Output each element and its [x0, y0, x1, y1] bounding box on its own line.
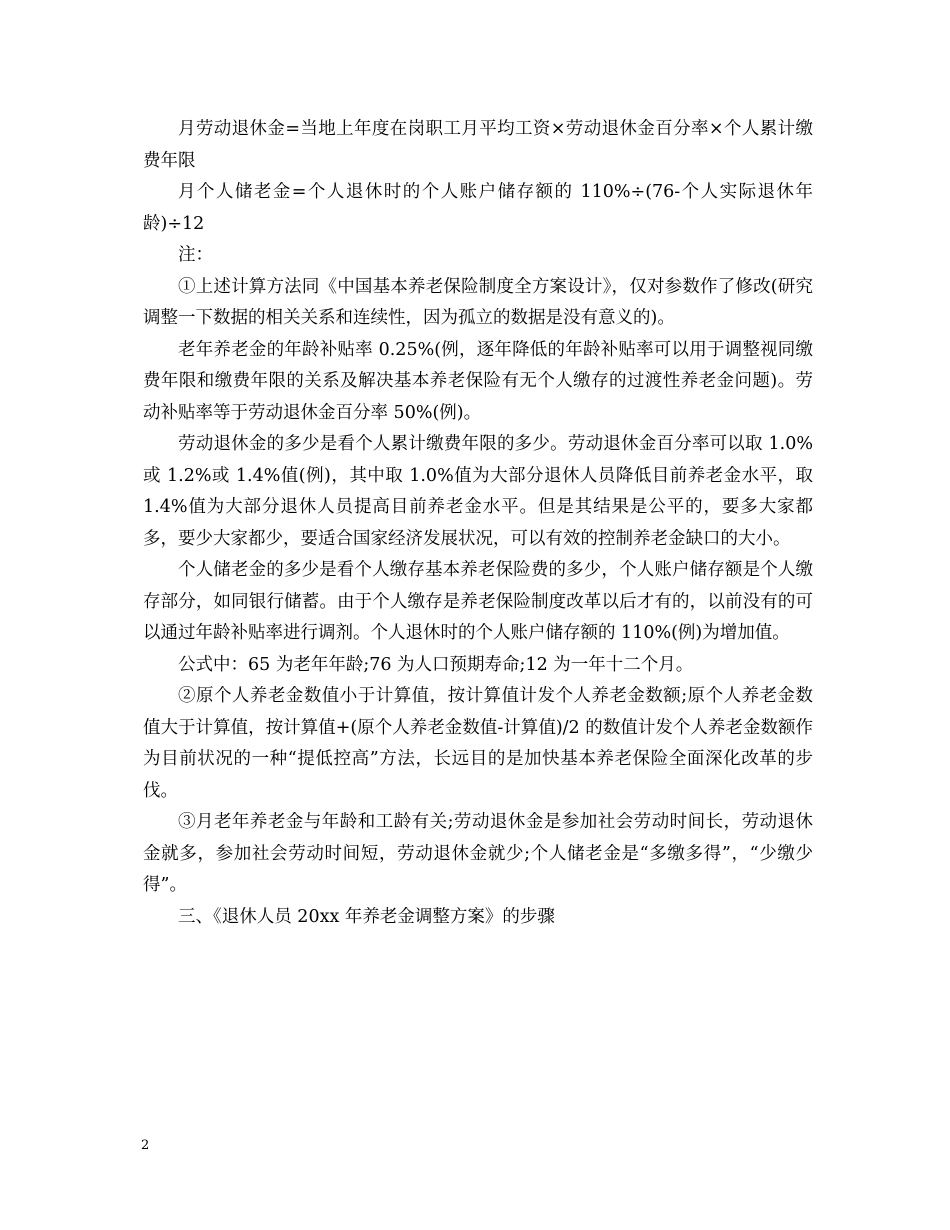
paragraph-note-3: ③月老年养老金与年龄和工龄有关;劳动退休金是参加社会劳动时间长，劳动退休金就多，参加社会劳动时间短，劳动退休金就少;个人储老金是“多缴多得”，“少缴少得”。 [143, 812, 813, 895]
section-heading-adjustment-steps: 三、《退休人员 20xx 年养老金调整方案》的步骤 [178, 906, 555, 927]
paragraph-note-1: ①上述计算方法同《中国基本养老保险制度全方案设计》，仅对参数作了修改(研究调整一下数据的相关关系和连续性，因为孤立的数据是没有意义的)。 [143, 276, 813, 328]
page-number: 2 [141, 1138, 150, 1153]
paragraph-note-2: ②原个人养老金数值小于计算值，按计算值计发个人养老金数额;原个人养老金数值大于计算值，按计算值+(原个人养老金数值-计算值)/2 的数值计发个人养老金数额作为目前状况的一种“提低控高”方法，长远目的是加快基本养老保险全面深化改革的步伐。 [143, 686, 813, 801]
paragraph-monthly-personal-savings-formula: 月个人储老金=个人退休时的个人账户储存额的 110%÷(76-个人实际退休年龄)÷12 [143, 182, 813, 234]
paragraph-personal-savings-explanation: 个人储老金的多少是看个人缴存基本养老保险费的多少，个人账户储存额是个人缴存部分，如同银行储蓄。由于个人缴存是养老保险制度改革以后才有的，以前没有的可以通过年龄补贴率进行调剂。个人退休时的个人账户储存额的 110%(例)为增加值。 [143, 560, 813, 643]
paragraph-labor-pension-explanation: 劳动退休金的多少是看个人累计缴费年限的多少。劳动退休金百分率可以取 1.0%或 1.2%或 1.4%值(例)，其中取 1.0%值为大部分退休人员降低目前养老金水平，取 1.4%值为大部分退休人员提高目前养老金水平。但是其结果是公平的，要多大家都多，要少大家都少，要适合国家经济发展状况，可以有效的控制养老金缺口的大小。 [143, 434, 813, 549]
document-body [143, 114, 813, 933]
paragraph-monthly-labor-pension-formula: 月劳动退休金=当地上年度在岗职工月平均工资×劳动退休金百分率×个人累计缴费年限 [143, 119, 813, 171]
paragraph-formula-parameters: 公式中：65 为老年年龄;76 为人口预期寿命;12 为一年十二个月。 [178, 654, 694, 675]
paragraph-note-label: 注： [178, 245, 213, 265]
paragraph-age-subsidy-rate: 老年养老金的年龄补贴率 0.25%(例，逐年降低的年龄补贴率可以用于调整视同缴费年限和缴费年限的关系及解决基本养老保险有无个人缴存的过渡性养老金问题)。劳动补贴率等于劳动退休金百分率 50%(例)。 [143, 339, 813, 423]
